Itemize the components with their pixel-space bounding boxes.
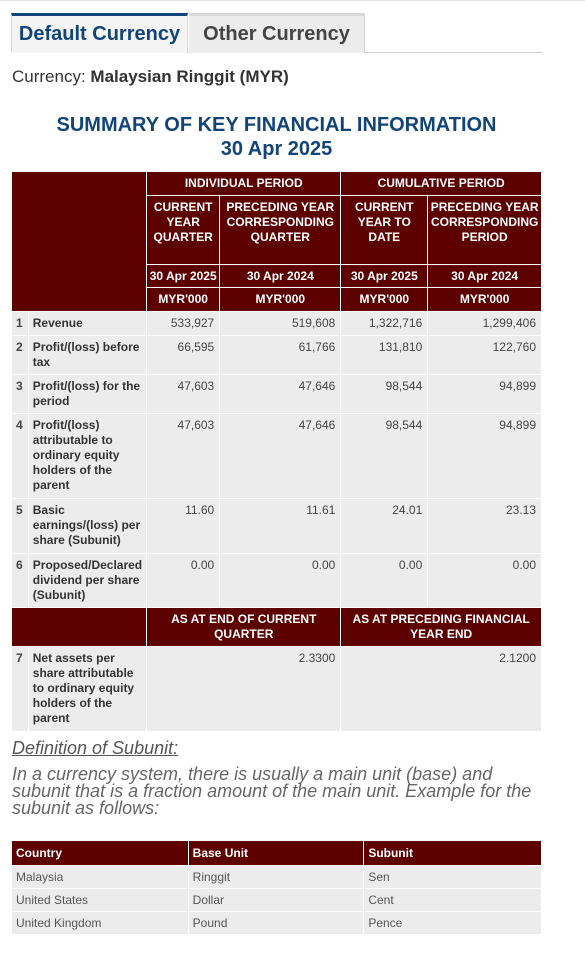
cell-value: 0.00 xyxy=(428,554,542,608)
row-number: 4 xyxy=(12,414,29,499)
summary-title: SUMMARY OF KEY FINANCIAL INFORMATION xyxy=(56,114,497,136)
corner-header xyxy=(12,172,147,312)
row-label: Profit/(loss) for the period xyxy=(28,375,146,414)
cell-base-unit: Ringgit xyxy=(188,866,364,889)
cell-country: United States xyxy=(12,889,189,912)
group-header-end-current: AS AT END OF CURRENT QUARTER xyxy=(147,608,341,647)
cell-subunit: Pence xyxy=(364,912,542,935)
cell-value: 131,810 xyxy=(341,336,428,375)
group-header-end-preceding: AS AT PRECEDING FINANCIAL YEAR END xyxy=(341,608,542,647)
unit-header: MYR'000 xyxy=(220,288,341,312)
cell-value: 1,299,406 xyxy=(428,312,542,336)
cell-value: 23.13 xyxy=(428,499,542,554)
cell-value: 47,603 xyxy=(147,375,220,414)
cell-value: 66,595 xyxy=(147,336,220,375)
cell-value: 0.00 xyxy=(147,554,220,608)
subunit-header-base-unit: Base Unit xyxy=(188,841,364,866)
group-header-individual: INDIVIDUAL PERIOD xyxy=(147,172,341,196)
row-number: 1 xyxy=(12,312,29,336)
table-row xyxy=(12,414,542,499)
unit-header: MYR'000 xyxy=(341,288,428,312)
currency-label: Currency: xyxy=(12,67,86,86)
cell-value: 98,544 xyxy=(341,375,428,414)
row-number: 2 xyxy=(12,336,29,375)
cell-value: 0.00 xyxy=(341,554,428,608)
table-row xyxy=(12,889,542,912)
summary-heading xyxy=(0,113,553,161)
summary-date: 30 Apr 2025 xyxy=(220,138,333,160)
col-header: PRECEDING YEAR CORRESPONDING PERIOD xyxy=(428,196,542,265)
cell-value: 11.61 xyxy=(220,499,341,554)
col-header: PRECEDING YEAR CORRESPONDING QUARTER xyxy=(220,196,341,265)
table-row xyxy=(12,375,542,414)
cell-base-unit: Pound xyxy=(188,912,364,935)
col-header: CURRENT YEAR QUARTER xyxy=(147,196,220,265)
cell-country: United Kingdom xyxy=(12,912,189,935)
row-number: 5 xyxy=(12,499,29,554)
cell-value: 47,603 xyxy=(147,414,220,499)
table-row xyxy=(12,866,542,889)
cell-value: 122,760 xyxy=(428,336,542,375)
cell-value: 533,927 xyxy=(147,312,220,336)
cell-base-unit: Dollar xyxy=(188,889,364,912)
definition-title: Definition of Subunit: xyxy=(12,738,179,758)
table-row xyxy=(12,912,542,935)
table-row xyxy=(12,312,542,336)
subunit-table xyxy=(11,840,542,935)
tab-default-currency[interactable]: Default Currency xyxy=(11,13,188,53)
date-header: 30 Apr 2025 xyxy=(147,265,220,288)
cell-value: 2.1200 xyxy=(341,647,542,732)
cell-value: 94,899 xyxy=(428,414,542,499)
cell-value: 24.01 xyxy=(341,499,428,554)
row-number: 7 xyxy=(12,647,29,732)
date-header: 30 Apr 2024 xyxy=(220,265,341,288)
unit-header: MYR'000 xyxy=(147,288,220,312)
row-label: Profit/(loss) before tax xyxy=(28,336,146,375)
definition-body: In a currency system, there is usually a main unit (base) and subunit that is a fraction amount of the main unit. Example for the subunit as follows: xyxy=(12,764,532,818)
cell-subunit: Cent xyxy=(364,889,542,912)
corner-header-2 xyxy=(12,608,147,647)
cell-value: 98,544 xyxy=(341,414,428,499)
col-header: CURRENT YEAR TO DATE xyxy=(341,196,428,265)
cell-value: 47,646 xyxy=(220,414,341,499)
row-label: Net assets per share attributable to ordinary equity holders of the parent xyxy=(28,647,146,732)
cell-value: 47,646 xyxy=(220,375,341,414)
date-header: 30 Apr 2024 xyxy=(428,265,542,288)
row-label: Basic earnings/(loss) per share (Subunit) xyxy=(28,499,146,554)
table-row xyxy=(12,336,542,375)
top-divider xyxy=(0,0,585,1)
table-row xyxy=(12,554,542,608)
row-number: 3 xyxy=(12,375,29,414)
group-header-cumulative: CUMULATIVE PERIOD xyxy=(341,172,542,196)
currency-tabs xyxy=(11,11,542,53)
date-header: 30 Apr 2025 xyxy=(341,265,428,288)
cell-value: 61,766 xyxy=(220,336,341,375)
subunit-header-country: Country xyxy=(12,841,189,866)
cell-value: 519,608 xyxy=(220,312,341,336)
cell-subunit: Sen xyxy=(364,866,542,889)
table-row xyxy=(12,647,542,732)
cell-country: Malaysia xyxy=(12,866,189,889)
cell-value: 0.00 xyxy=(220,554,341,608)
cell-value: 2.3300 xyxy=(147,647,341,732)
row-number: 6 xyxy=(12,554,29,608)
currency-value: Malaysian Ringgit (MYR) xyxy=(90,67,289,86)
table-row xyxy=(12,499,542,554)
row-label: Proposed/Declared dividend per share (Subunit) xyxy=(28,554,146,608)
cell-value: 11.60 xyxy=(147,499,220,554)
row-label: Revenue xyxy=(28,312,146,336)
currency-line xyxy=(12,67,289,87)
financial-summary-table xyxy=(11,171,542,732)
row-label: Profit/(loss) attributable to ordinary equity holders of the parent xyxy=(28,414,146,499)
unit-header: MYR'000 xyxy=(428,288,542,312)
tab-other-currency[interactable]: Other Currency xyxy=(189,13,365,53)
subunit-header-subunit: Subunit xyxy=(364,841,542,866)
cell-value: 94,899 xyxy=(428,375,542,414)
cell-value: 1,322,716 xyxy=(341,312,428,336)
